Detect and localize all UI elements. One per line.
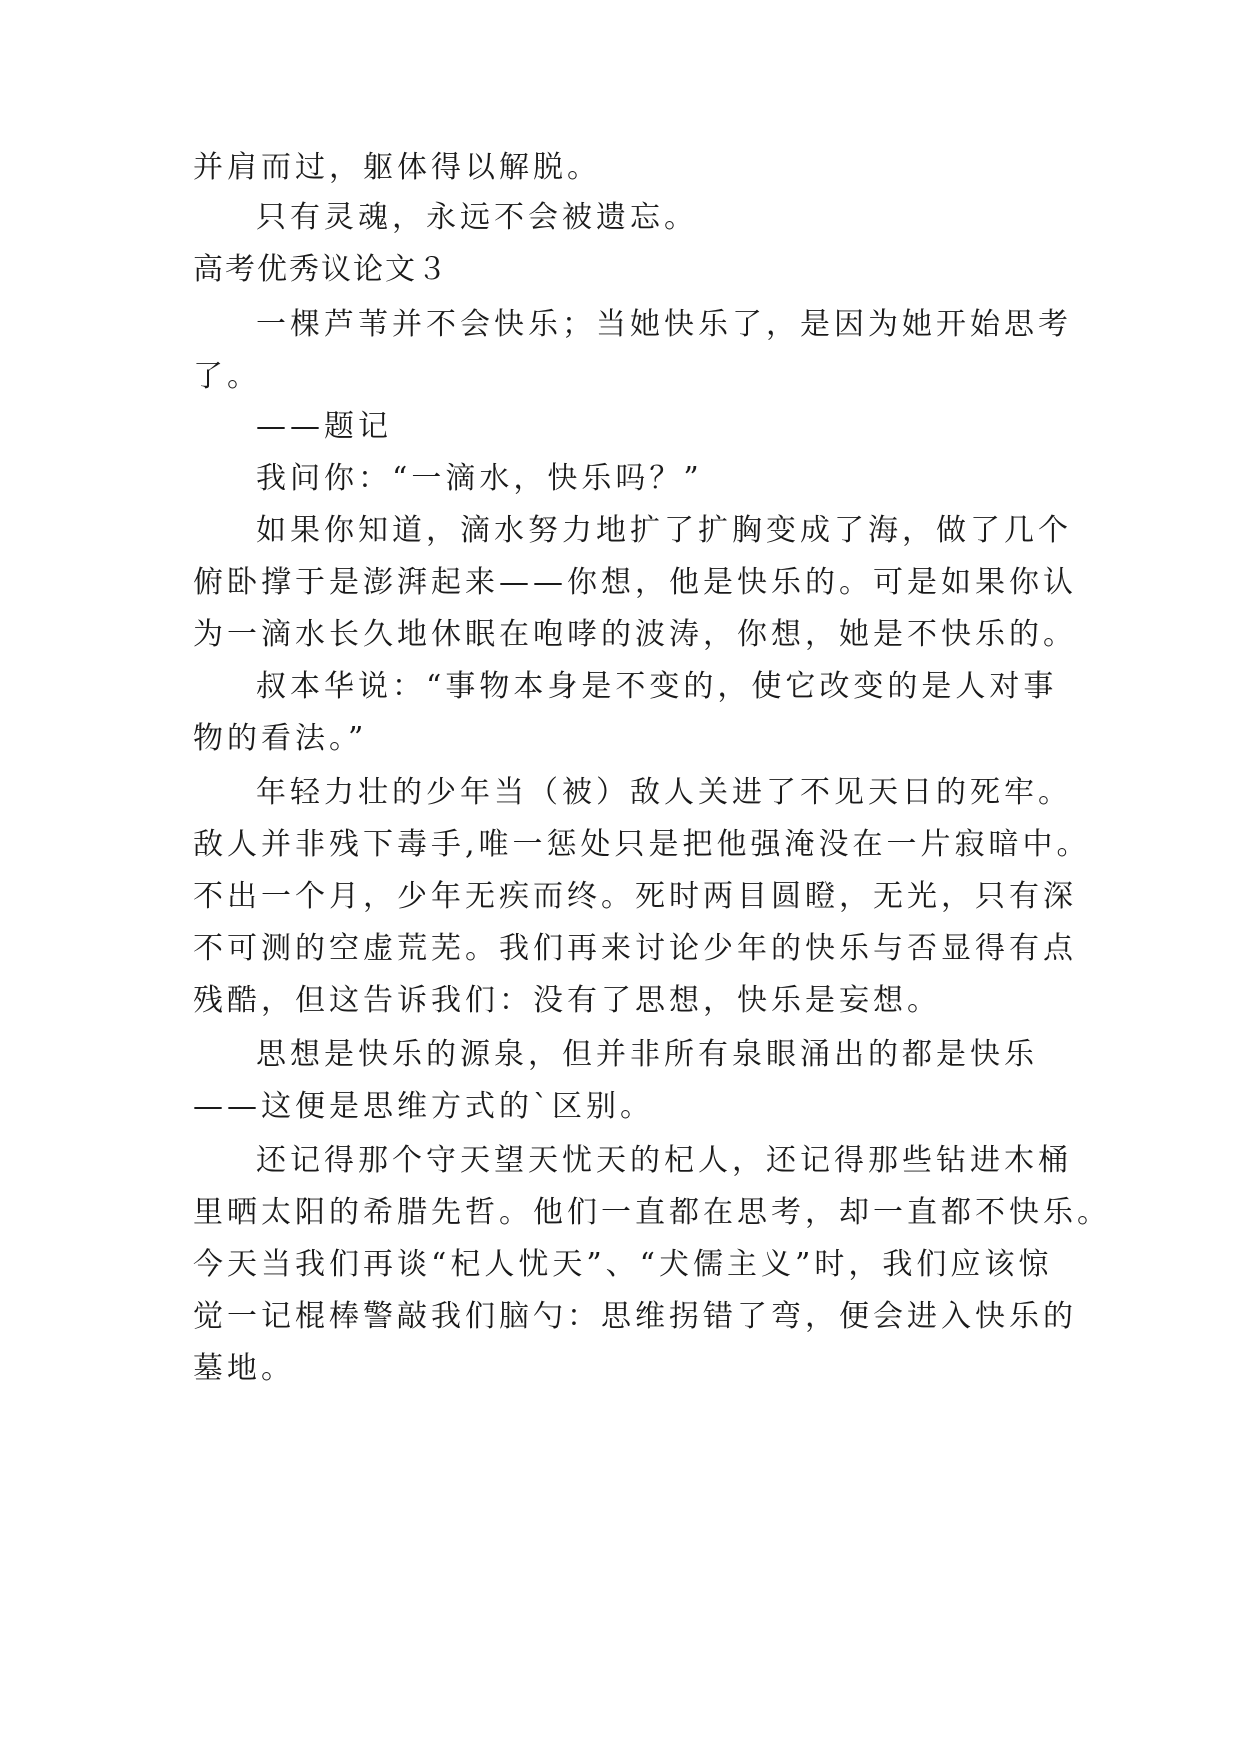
paragraph-line: 还记得那个守天望天忧天的杞人，还记得那些钻进木桶 [256,1143,1072,1178]
paragraph-line: 并肩而过，躯体得以解脱。 [193,150,601,185]
paragraph-line: 今天当我们再谈“杞人忧天”、“犬儒主义”时，我们应该惊 [193,1247,1053,1282]
paragraph-line: 觉一记棍棒警敲我们脑勺：思维拐错了弯，便会进入快乐的 [193,1299,1077,1334]
section-heading: 高考优秀议论文３ [193,252,449,287]
paragraph-line: 墓地。 [193,1351,295,1386]
paragraph-line: 里晒太阳的希腊先哲。他们一直都在思考，却一直都不快乐。 [193,1195,1111,1230]
paragraph-line: 为一滴水长久地休眠在咆哮的波涛，你想，她是不快乐的。 [193,617,1077,652]
paragraph-line: 只有灵魂，永远不会被遗忘。 [256,200,698,235]
paragraph-line: 物的看法。” [193,721,368,756]
paragraph-line: 俯卧撑于是澎湃起来——你想，他是快乐的。可是如果你认 [193,565,1077,600]
paragraph-line: 了。 [193,359,261,394]
paragraph-line: 如果你知道，滴水努力地扩了扩胸变成了海，做了几个 [256,513,1072,548]
paragraph-line: 残酷，但这告诉我们：没有了思想，快乐是妄想。 [193,983,941,1018]
paragraph-line: 我问你：“一滴水，快乐吗？” [256,461,703,496]
paragraph-line: 不可测的空虚荒芜。我们再来讨论少年的快乐与否显得有点 [193,931,1077,966]
paragraph-line: 不出一个月，少年无疾而终。死时两目圆瞪，无光，只有深 [193,879,1077,914]
paragraph-line: 敌人并非残下毒手,唯一惩处只是把他强淹没在一片寂暗中。 [193,827,1091,862]
epigraph-attribution: ——题记 [256,409,392,444]
paragraph-line: 叔本华说：“事物本身是不变的，使它改变的是人对事 [256,669,1058,704]
paragraph-line: 一棵芦苇并不会快乐；当她快乐了，是因为她开始思考 [256,307,1072,342]
paragraph-line: 思想是快乐的源泉，但并非所有泉眼涌出的都是快乐 [256,1037,1038,1072]
paragraph-line: 年轻力壮的少年当（被）敌人关进了不见天日的死牢。 [256,775,1072,810]
paragraph-line: ——这便是思维方式的`区别。 [193,1089,654,1124]
